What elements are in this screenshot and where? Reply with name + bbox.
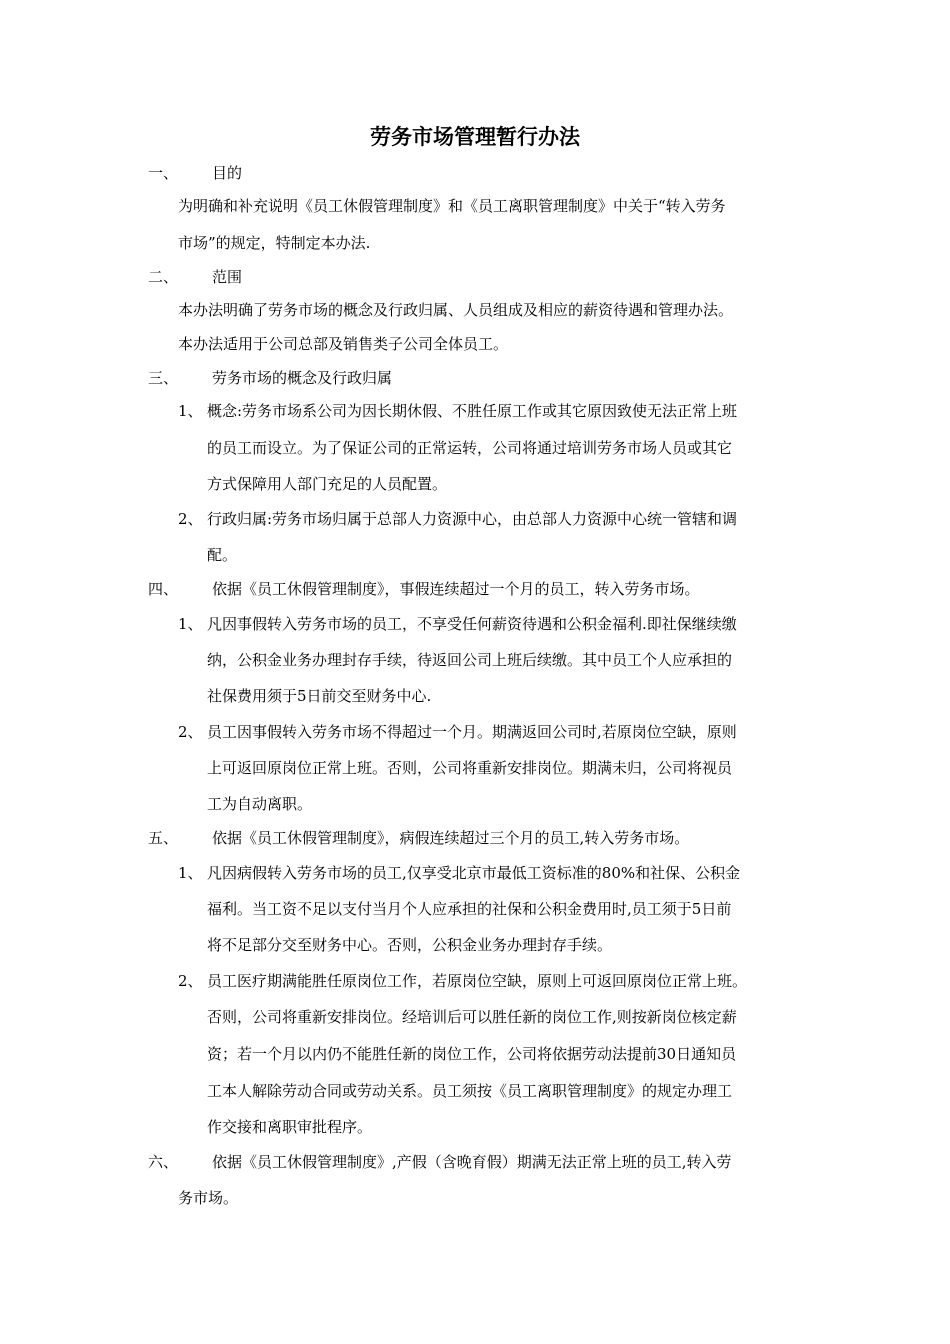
section-4-item-1-number: 1、: [178, 615, 203, 633]
section-5-item-2-line-2: 否则，公司将重新安排岗位。经培训后可以胜任新的岗位工作,则按新岗位核定薪: [207, 1008, 737, 1026]
section-4-item-1-line-2: 纳，公积金业务办理封存手续，待返回公司上班后续缴。其中员工个人应承担的: [207, 651, 733, 669]
section-3-item-2-number: 2、: [178, 510, 203, 528]
section-6-title: 依据《员工休假管理制度》,产假（含晚育假）期满无法正常上班的员工,转入劳: [212, 1153, 732, 1171]
section-5-number: 五、: [148, 829, 179, 847]
section-3-item-1-line-3: 方式保障用人部门充足的人员配置。: [207, 475, 448, 493]
section-5-item-1-line-1: 凡因病假转入劳务市场的员工,仅享受北京市最低工资标准的80%和社保、公积金: [207, 864, 741, 882]
section-2-title: 范围: [212, 268, 243, 286]
section-3-item-2-line-1: 行政归属:劳务市场归属于总部人力资源中心，由总部人力资源中心统一管辖和调: [207, 510, 738, 528]
section-5-item-1-line-3: 将不足部分交至财务中心。否则，公积金业务办理封存手续。: [207, 936, 613, 954]
section-4-item-2-line-1: 员工因事假转入劳务市场不得超过一个月。期满返回公司时,若原岗位空缺，原则: [207, 723, 737, 741]
section-5-item-2-line-4: 工本人解除劳动合同或劳动关系。员工须按《员工离职管理制度》的规定办理工: [207, 1082, 733, 1100]
section-5-item-1-line-2: 福利。当工资不足以支付当月个人应承担的社保和公积金费用时,员工须于5日前: [207, 900, 732, 918]
section-4-item-2-line-3: 工为自动离职。: [207, 795, 313, 813]
section-5-item-2-number: 2、: [178, 972, 203, 990]
section-1-line-2: 市场”的规定，特制定本办法.: [178, 234, 371, 252]
section-5-item-2-line-5: 作交接和离职审批程序。: [207, 1118, 373, 1136]
section-5-item-2-line-3: 资；若一个月以内仍不能胜任新的岗位工作，公司将依据劳动法提前30日通知员: [207, 1045, 737, 1063]
section-4-number: 四、: [148, 580, 179, 598]
section-2-number: 二、: [148, 268, 179, 286]
section-2-line-2: 本办法适用于公司总部及销售类子公司全体员工。: [178, 335, 509, 353]
section-5-title: 依据《员工休假管理制度》，病假连续超过三个月的员工,转入劳务市场。: [212, 829, 690, 847]
document-title: 劳务市场管理暂行办法: [370, 124, 580, 149]
section-6-number: 六、: [148, 1153, 179, 1171]
section-4-item-1-line-3: 社保费用须于5日前交至财务中心.: [207, 687, 432, 705]
section-1-line-1: 为明确和补充说明《员工休假管理制度》和《员工离职管理制度》中关于“转入劳务: [178, 197, 726, 215]
section-5-item-1-number: 1、: [178, 864, 203, 882]
section-4-item-2-number: 2、: [178, 723, 203, 741]
section-3-item-1-number: 1、: [178, 402, 203, 420]
section-4-item-2-line-2: 上可返回原岗位正常上班。否则，公司将重新安排岗位。期满未归，公司将视员: [207, 759, 733, 777]
section-4-item-1-line-1: 凡因事假转入劳务市场的员工，不享受任何薪资待遇和公积金福利.即社保继续缴: [207, 615, 737, 633]
section-3-item-2-line-2: 配。: [207, 546, 238, 564]
section-3-title: 劳务市场的概念及行政归属: [212, 369, 393, 387]
section-3-number: 三、: [148, 369, 179, 387]
section-3-item-1-line-2: 的员工而设立。为了保证公司的正常运转，公司将通过培训劳务市场人员或其它: [207, 439, 733, 457]
section-5-item-2-line-1: 员工医疗期满能胜任原岗位工作，若原岗位空缺，原则上可返回原岗位正常上班。: [207, 972, 748, 990]
section-6-line-1: 务市场。: [178, 1189, 239, 1207]
section-4-title: 依据《员工休假管理制度》，事假连续超过一个月的员工，转入劳务市场。: [212, 580, 700, 598]
section-1-title: 目的: [212, 164, 243, 182]
section-3-item-1-line-1: 概念:劳务市场系公司为因长期休假、不胜任原工作或其它原因致使无法正常上班: [207, 402, 738, 420]
section-1-number: 一、: [148, 164, 179, 182]
section-2-line-1: 本办法明确了劳务市场的概念及行政归属、人员组成及相应的薪资待遇和管理办法。: [178, 301, 734, 319]
